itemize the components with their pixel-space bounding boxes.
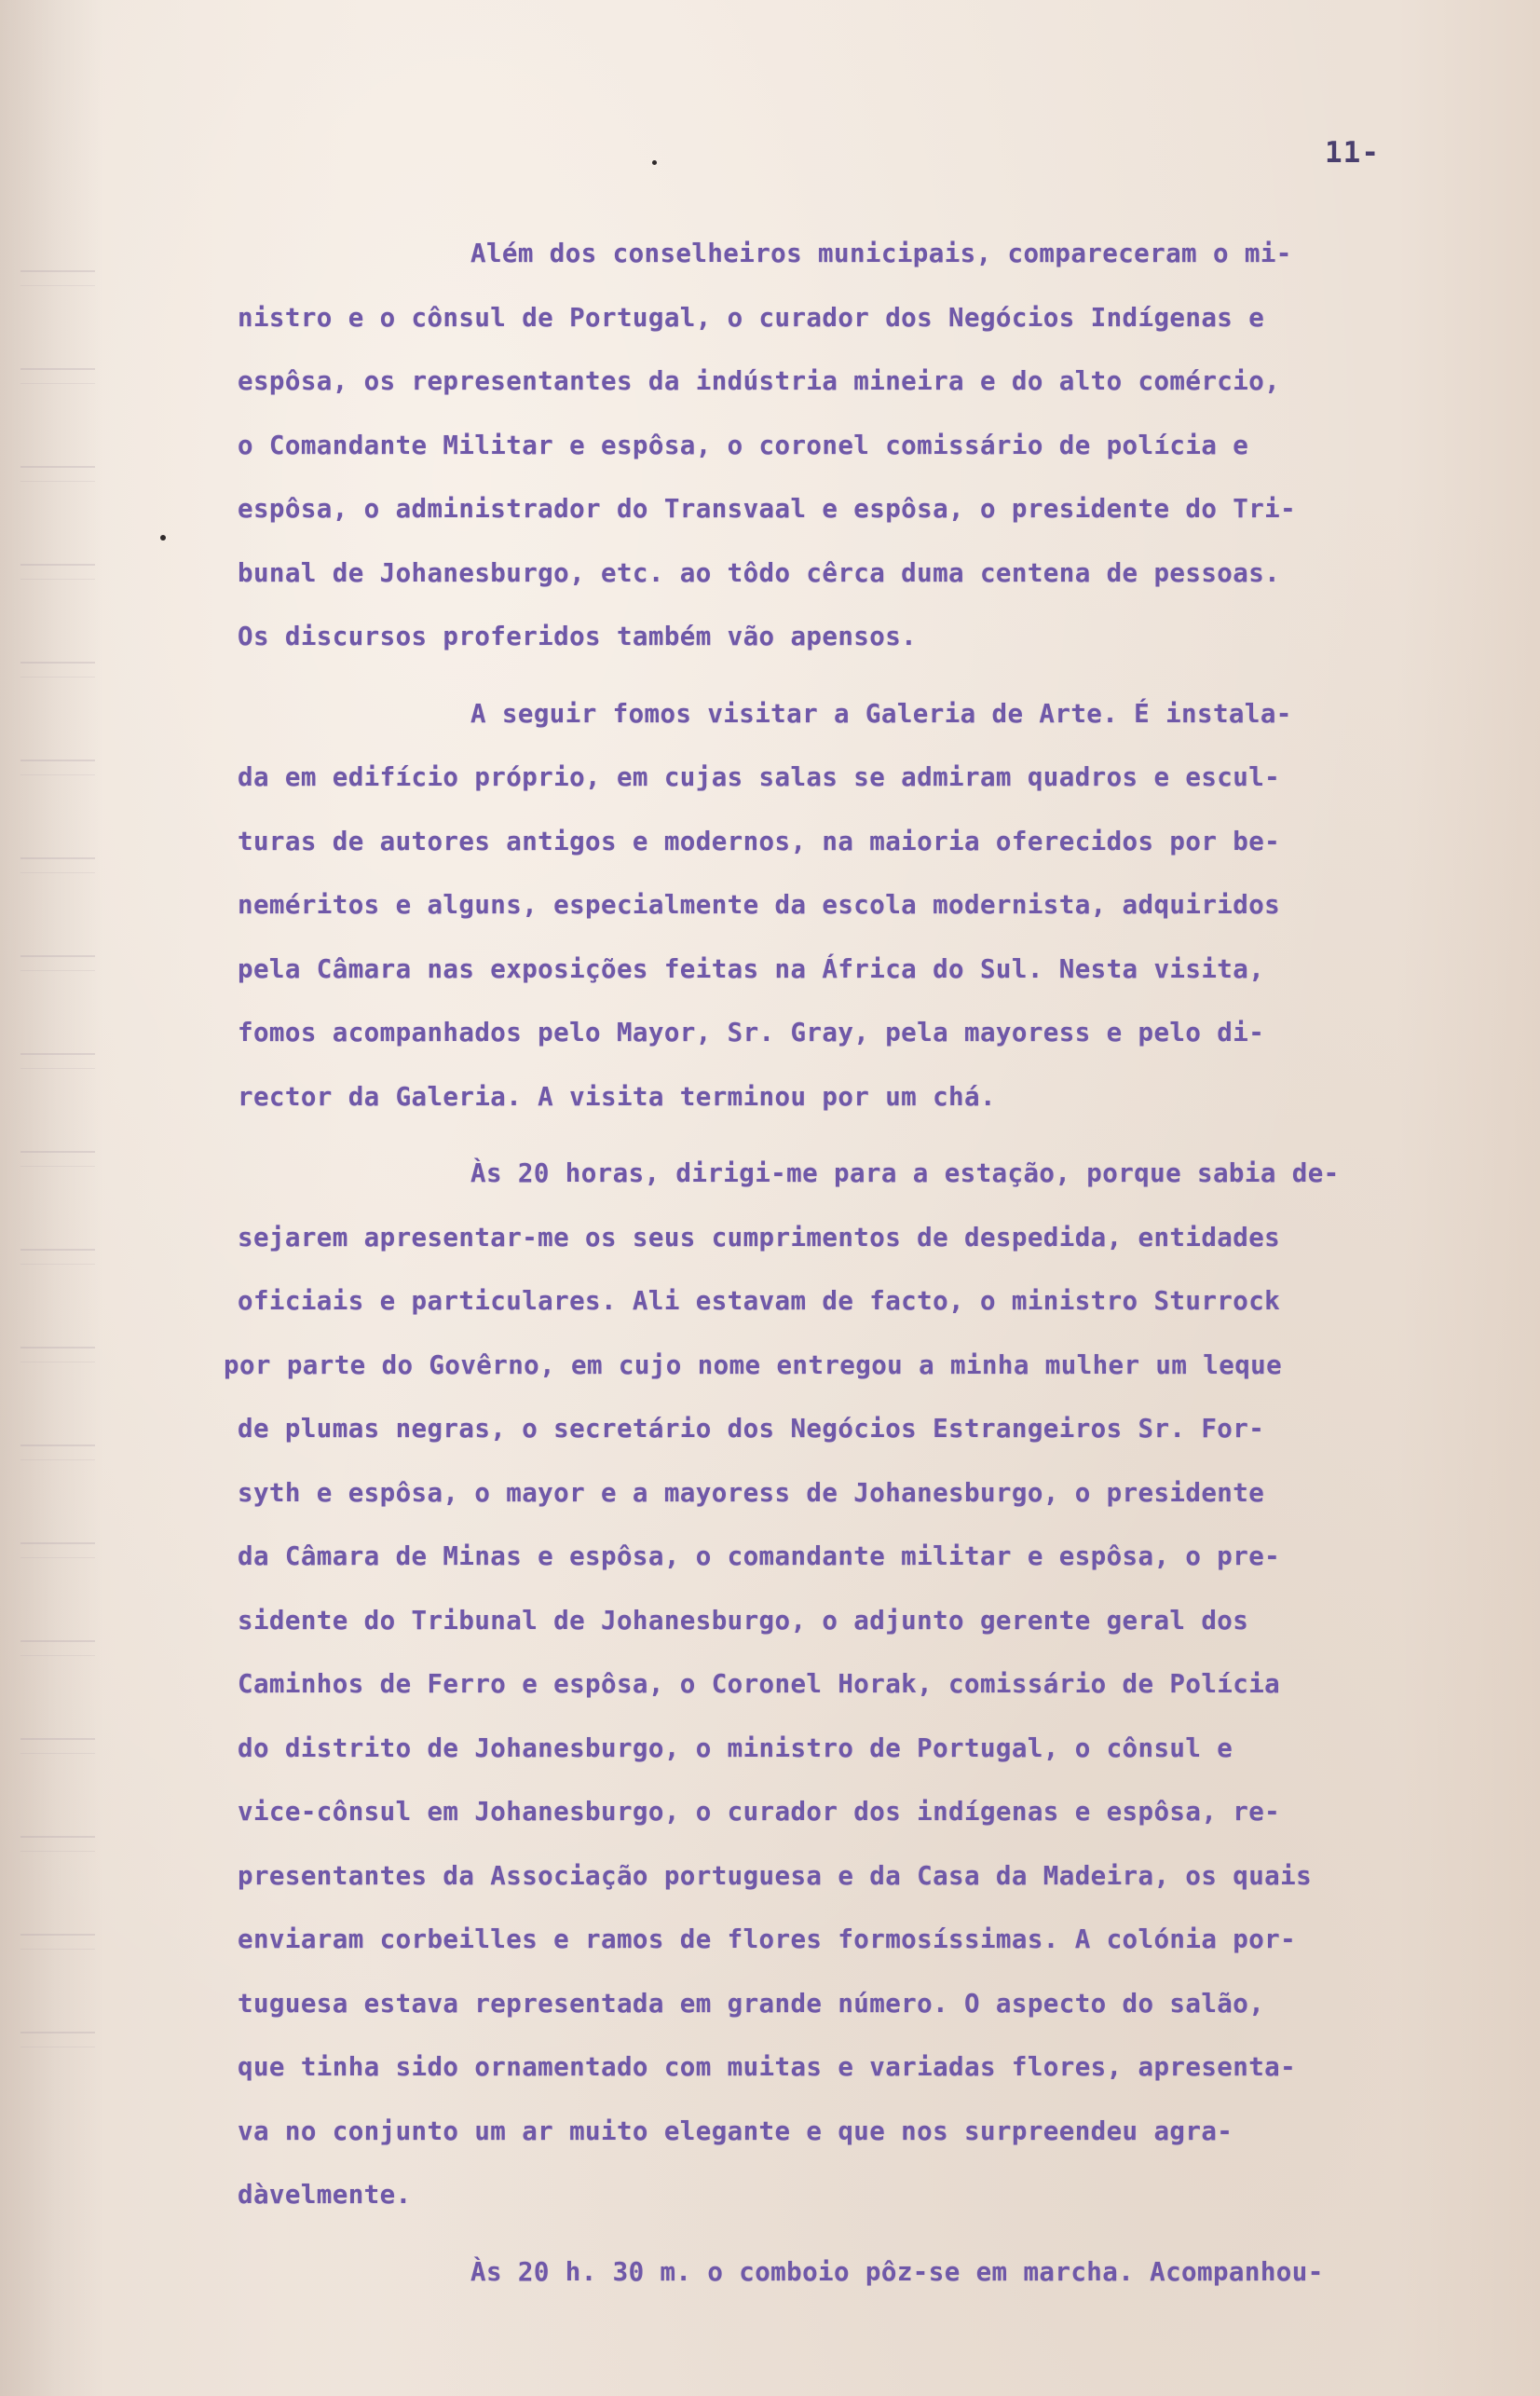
bleed-through-mark [20, 857, 95, 873]
paragraph-3 [224, 1142, 1491, 2227]
text-line: va no conjunto um ar muito elegante e que nos surpreendeu agra- [238, 2115, 1233, 2146]
bleed-through-mark [20, 1836, 95, 1852]
bleed-through-mark [20, 1640, 95, 1656]
text-line: que tinha sido ornamentado com muitas e variadas flores, apresenta- [238, 2052, 1297, 2082]
text-line: do distrito de Johanesburgo, o ministro de Portugal, o cônsul e [238, 1732, 1233, 1763]
text-line: espôsa, os representantes da indústria mineira e do alto comércio, [238, 366, 1281, 396]
bleed-through-mark [20, 1444, 95, 1460]
paragraph-2 [238, 682, 1491, 1130]
text-line: Às 20 h. 30 m. o comboio pôz-se em marcha. Acompanhou- [470, 2256, 1324, 2287]
text-line: pela Câmara nas exposições feitas na África do Sul. Nesta visita, [238, 953, 1265, 984]
page-number: 11- [1325, 136, 1380, 170]
text-line: A seguir fomos visitar a Galeria de Arte. É instala- [470, 698, 1292, 729]
text-line: neméritos e alguns, especialmente da escola modernista, adquiridos [238, 890, 1281, 920]
bleed-through-mark [20, 662, 95, 678]
body-text [224, 222, 1491, 2304]
bleed-through-mark [20, 1738, 95, 1754]
bleed-through-mark [20, 1249, 95, 1265]
bleed-through-mark [20, 1151, 95, 1167]
text-line: turas de autores antigos e modernos, na maioria oferecidos por be- [238, 826, 1281, 856]
text-line: espôsa, o administrador do Transvaal e espôsa, o presidente do Tri- [238, 494, 1297, 524]
text-line: Caminhos de Ferro e espôsa, o Coronel Horak, comissário de Polícia [238, 1669, 1281, 1699]
paragraph-1 [238, 222, 1491, 669]
text-line: da Câmara de Minas e espôsa, o comandante militar e espôsa, o pre- [238, 1541, 1281, 1571]
text-line: oficiais e particulares. Ali estavam de facto, o ministro Sturrock [238, 1286, 1281, 1316]
text-line: syth e espôsa, o mayor e a mayoress de Johanesburgo, o presidente [238, 1477, 1265, 1508]
paper-speck [160, 535, 166, 541]
text-line: Os discursos proferidos também vão apensos. [238, 622, 918, 651]
text-line: presentantes da Associação portuguesa e da Casa da Madeira, os quais [238, 1860, 1313, 1891]
bleed-through-mark [20, 955, 95, 971]
bleed-through-mark [20, 1934, 95, 1950]
text-line: sidente do Tribunal de Johanesburgo, o adjunto gerente geral dos [238, 1605, 1249, 1636]
text-line: fomos acompanhados pelo Mayor, Sr. Gray, pela mayoress e pelo di- [238, 1018, 1265, 1047]
text-line: sejarem apresentar-me os seus cumprimentos de despedida, entidades [238, 1222, 1281, 1253]
text-line: por parte do Govêrno, em cujo nome entregou a minha mulher um leque [224, 1349, 1283, 1380]
bleed-through-mark [20, 1542, 95, 1558]
bleed-through-mark [20, 760, 95, 775]
bleed-through-mark [20, 270, 95, 286]
text-line: bunal de Johanesburgo, etc. ao tôdo cêrca duma centena de pessoas. [238, 557, 1281, 588]
text-line: dàvelmente. [238, 2180, 412, 2210]
bleed-through-mark [20, 1347, 95, 1362]
paragraph-4 [238, 2240, 1491, 2305]
bleed-through-mark [20, 368, 95, 384]
text-line: vice-cônsul em Johanesburgo, o curador dos indígenas e espôsa, re- [238, 1797, 1281, 1827]
text-line: da em edifício próprio, em cujas salas se admiram quadros e escul- [238, 762, 1281, 792]
text-line: o Comandante Militar e espôsa, o coronel comissário de polícia e [238, 430, 1249, 460]
bleed-through-mark [20, 2032, 95, 2047]
text-line: enviaram corbeilles e ramos de flores formosíssimas. A colónia por- [238, 1924, 1297, 1954]
bleed-through-mark [20, 564, 95, 580]
paper-speck [652, 160, 657, 165]
bleed-through-mark [20, 466, 95, 482]
text-line: de plumas negras, o secretário dos Negócios Estrangeiros Sr. For- [238, 1414, 1265, 1444]
text-line: nistro e o cônsul de Portugal, o curador dos Negócios Indígenas e [238, 302, 1265, 333]
text-line: Além dos conselheiros municipais, compareceram o mi- [470, 239, 1292, 268]
text-line: Às 20 horas, dirigi-me para a estação, porque sabia de- [470, 1158, 1340, 1188]
text-line: rector da Galeria. A visita terminou por um chá. [238, 1081, 996, 1112]
text-line: tuguesa estava representada em grande número. O aspecto do salão, [238, 1988, 1265, 2019]
bleed-through-mark [20, 1053, 95, 1069]
